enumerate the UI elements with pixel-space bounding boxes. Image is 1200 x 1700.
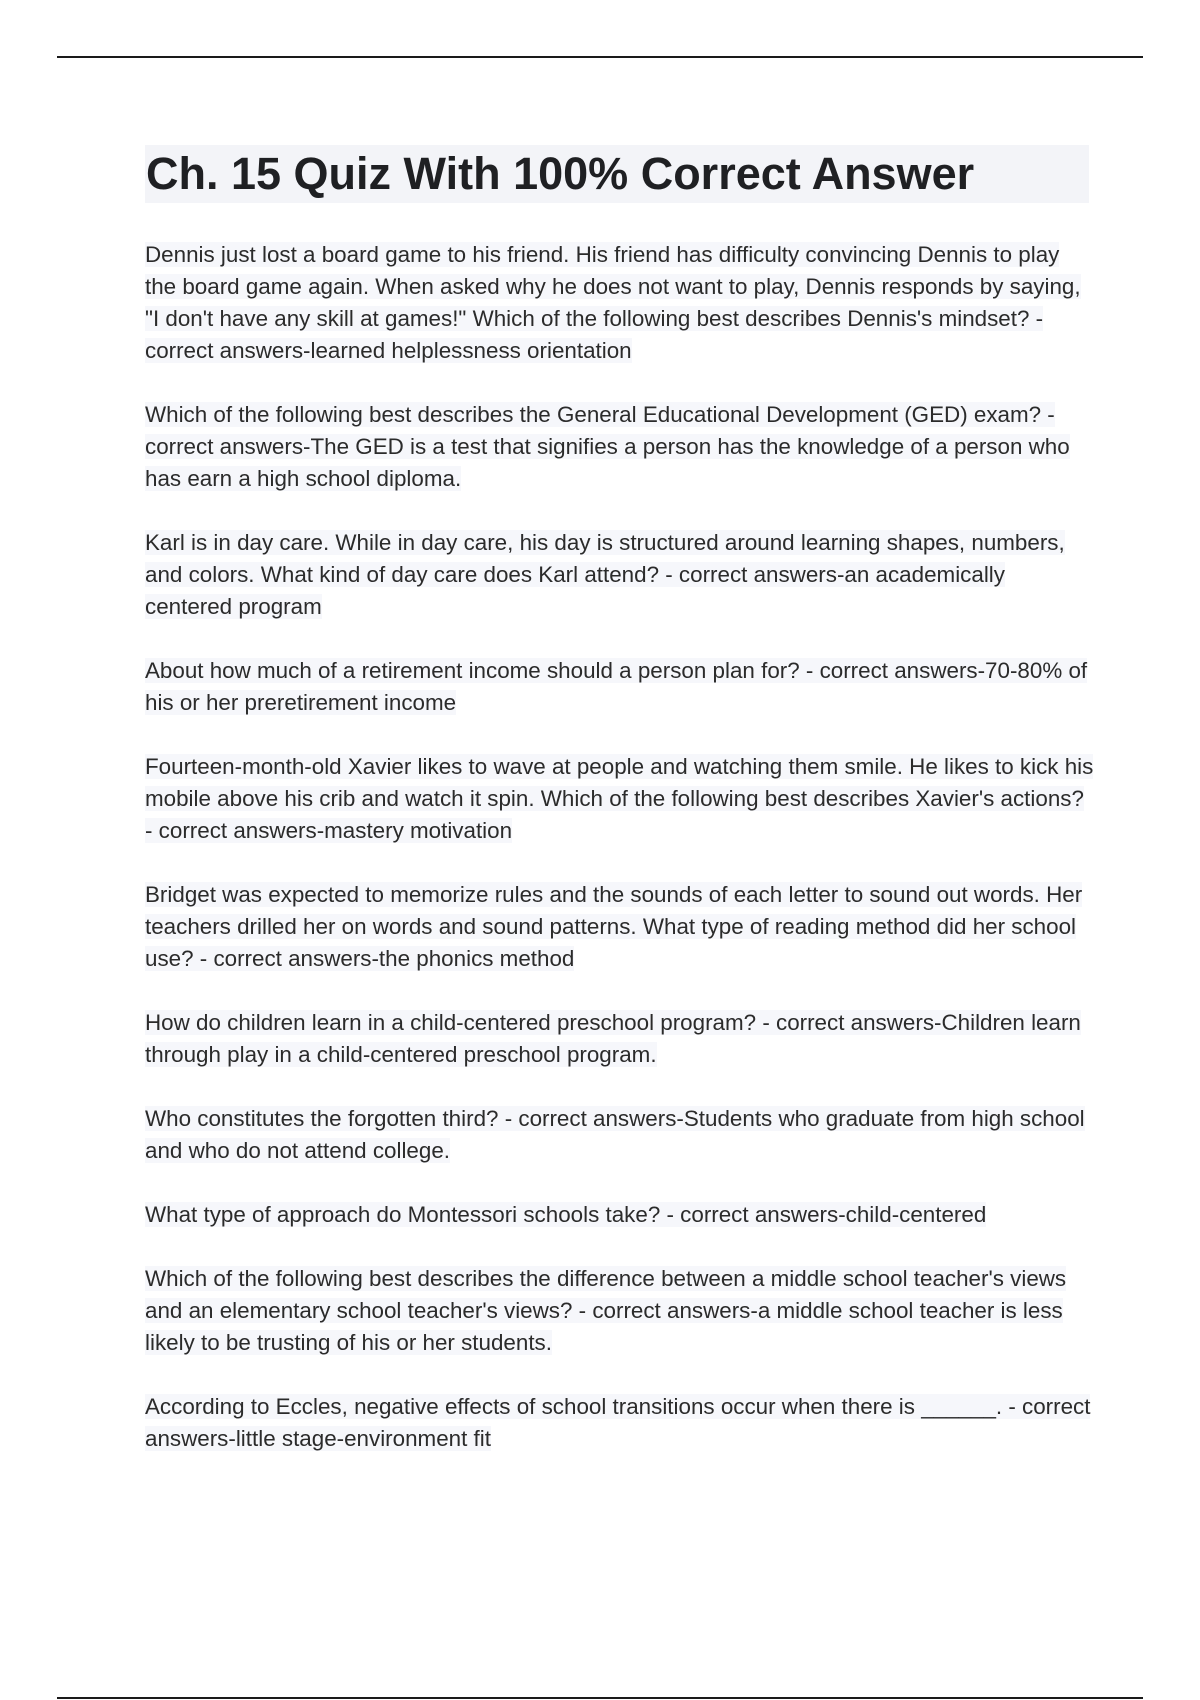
qa-text: Which of the following best describes the difference between a middle school teacher's views and an elementary school teacher's views? - correct answers-a middle school teacher is less likely to be trusting of his or her students. [145,1266,1067,1355]
qa-item [145,751,1095,847]
bottom-rule [57,1697,1143,1699]
qa-text: Who constitutes the forgotten third? - correct answers-Students who graduate from high school and who do not attend college. [145,1106,1085,1163]
qa-item [145,399,1095,495]
quiz-content [145,239,1095,1487]
qa-item [145,239,1095,367]
qa-item [145,1199,1095,1231]
qa-item [145,879,1095,975]
qa-text: How do children learn in a child-centered preschool program? - correct answers-Children learn through play in a child-centered preschool program. [145,1010,1081,1067]
qa-text: According to Eccles, negative effects of school transitions occur when there is ______. - correct answers-little stage-environment fit [145,1394,1091,1451]
qa-item [145,1103,1095,1167]
qa-text: Bridget was expected to memorize rules and the sounds of each letter to sound out words. Her teachers drilled her on words and sound patterns. What type of reading method did her school use? - correct answers-the phonics method [145,882,1083,971]
qa-text: About how much of a retirement income should a person plan for? - correct answers-70-80% of his or her preretirement income [145,658,1088,715]
top-rule [57,56,1143,58]
qa-item [145,527,1095,623]
qa-text: Karl is in day care. While in day care, his day is structured around learning shapes, numbers, and colors. What kind of day care does Karl attend? - correct answers-an academically centered program [145,530,1065,619]
qa-item [145,1263,1095,1359]
qa-item [145,1391,1095,1455]
qa-text: Which of the following best describes the General Educational Development (GED) exam? - correct answers-The GED is a test that signifies a person has the knowledge of a person who has earn a high school diploma. [145,402,1070,491]
page-title: Ch. 15 Quiz With 100% Correct Answer [146,148,975,199]
qa-item [145,1007,1095,1071]
qa-text: Fourteen-month-old Xavier likes to wave at people and watching them smile. He likes to kick his mobile above his crib and watch it spin. Which of the following best describes Xavier's actions? - correct answers-mastery motivation [145,754,1094,843]
qa-text: What type of approach do Montessori schools take? - correct answers-child-centered [145,1202,987,1227]
qa-item [145,655,1095,719]
qa-text: Dennis just lost a board game to his friend. His friend has difficulty convincing Dennis to play the board game again. When asked why he does not want to play, Dennis responds by saying, "I don't have any skill at games!" Which of the following best describes Dennis's mindset? - correct answers-learned helplessness orientation [145,242,1081,363]
